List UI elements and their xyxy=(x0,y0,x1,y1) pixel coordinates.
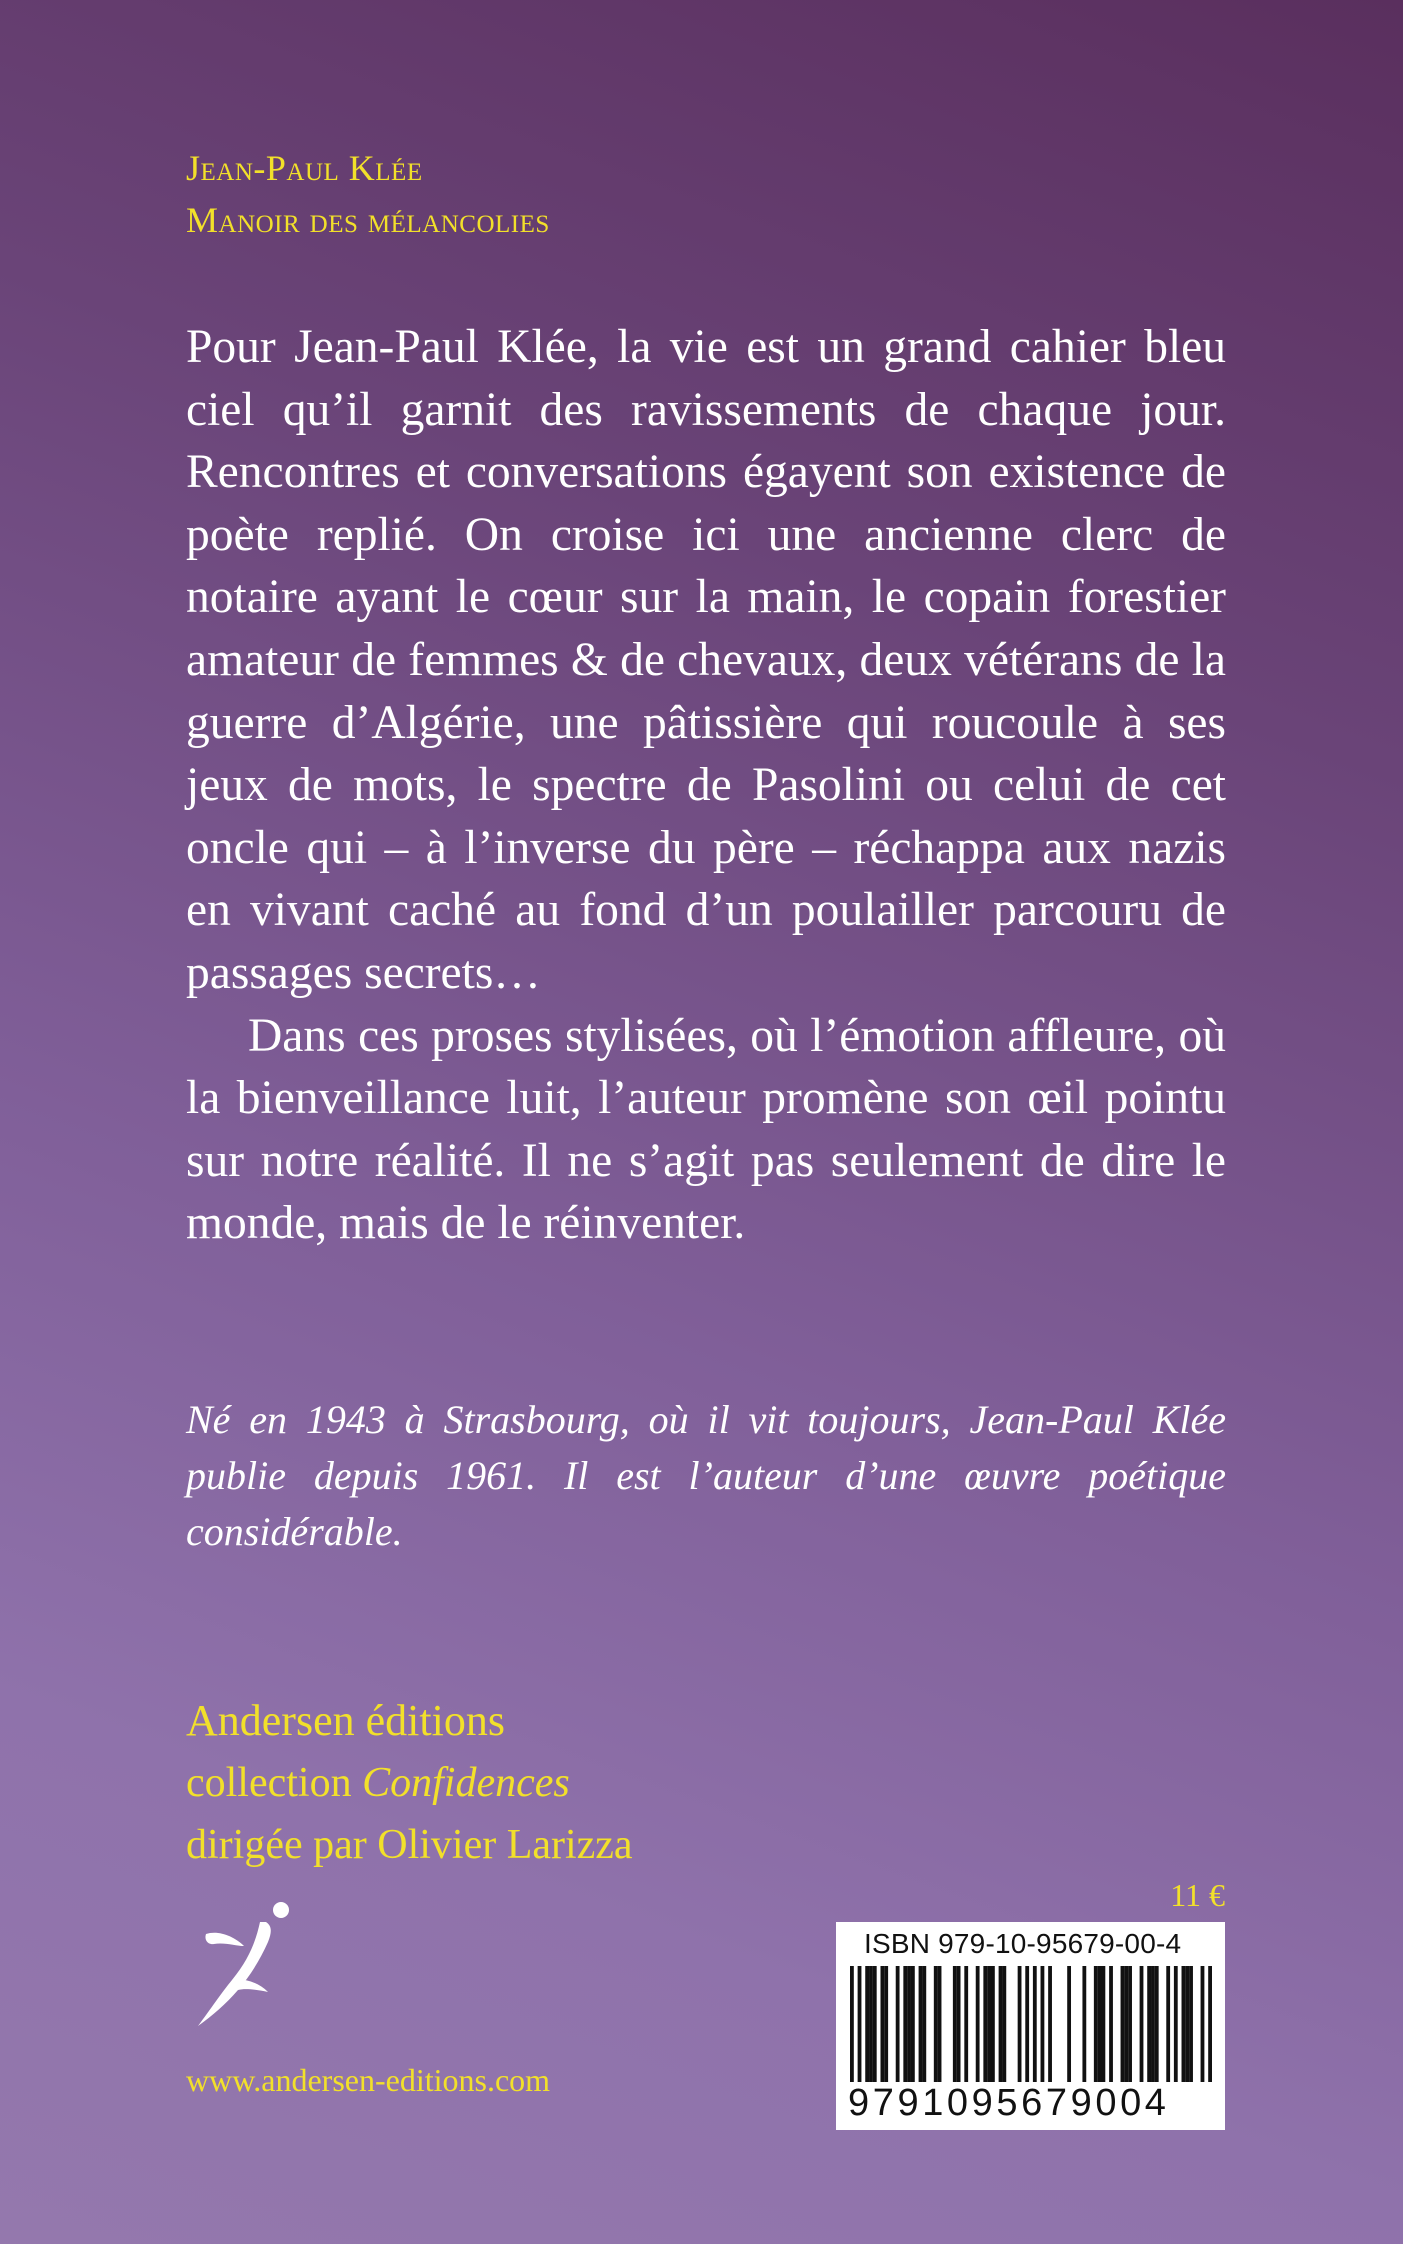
book-header xyxy=(186,142,550,246)
barcode-bar xyxy=(1002,1966,1006,2082)
barcode-bar xyxy=(1098,1966,1102,2082)
barcode-bar xyxy=(1041,1966,1045,2082)
barcode-bar xyxy=(1094,1966,1098,2082)
barcode-bar xyxy=(983,1966,987,2082)
barcode-bar xyxy=(1201,1966,1205,2082)
book-blurb xyxy=(186,316,1226,1255)
barcode-bar xyxy=(964,1966,968,2082)
blurb-paragraph-1: Pour Jean-Paul Klée, la vie est un grand cahier bleu ciel qu’il garnit des ravissements de chaque jour. Rencontres et conversations égayent son existence de poète replié. On croise ici une ancienne clerc de notaire ayant le cœur sur la main, le copain forestier amateur de femmes & de chevaux, deux vétérans de la guerre d’Algérie, une pâtissière qui roucoule à ses jeux de mots, le spectre de Pasolini ou celui de cet oncle qui – à l’inverse du père – réchappa aux nazis en vivant caché au fond d’un poulailler parcouru de passages secrets… xyxy=(186,321,1226,999)
barcode-bar xyxy=(911,1966,915,2082)
isbn-label: ISBN 979-10-95679-00-4 xyxy=(864,1928,1182,1959)
barcode-bar xyxy=(991,1966,995,2082)
barcode-bar xyxy=(1185,1966,1189,2082)
barcode-bar xyxy=(1140,1966,1144,2082)
barcode-bar xyxy=(1166,1966,1170,2082)
andersen-dancer-logo-icon xyxy=(188,1900,298,2030)
barcode-bar xyxy=(976,1966,980,2082)
barcode-bar xyxy=(1128,1966,1132,2082)
barcode-bar xyxy=(957,1966,961,2082)
barcode-bar xyxy=(1067,1966,1071,2082)
barcode-bars xyxy=(850,1966,1212,2082)
barcode-bar xyxy=(873,1966,877,2082)
publisher-block xyxy=(186,1690,633,1876)
barcode-bar xyxy=(1025,1966,1029,2082)
collection-director: dirigée par Olivier Larizza xyxy=(186,1822,633,1868)
book-title: Manoir des mélancolies xyxy=(186,200,550,240)
barcode-bar xyxy=(865,1966,869,2082)
barcode-bar xyxy=(919,1966,923,2082)
barcode-bar xyxy=(880,1966,884,2082)
barcode-bar xyxy=(1151,1966,1155,2082)
barcode-bar xyxy=(934,1966,938,2082)
barcode-bar xyxy=(869,1966,873,2082)
price-label: 11 € xyxy=(1170,1877,1225,1913)
isbn-barcode xyxy=(836,1922,1225,2130)
author-name: Jean-Paul Klée xyxy=(186,148,423,188)
collection-prefix: collection xyxy=(186,1760,352,1806)
barcode-bar xyxy=(1109,1966,1113,2082)
barcode-bar xyxy=(903,1966,907,2082)
barcode-bar xyxy=(1101,1966,1105,2082)
barcode-bar xyxy=(858,1966,862,2082)
barcode-bar xyxy=(907,1966,911,2082)
barcode-bar xyxy=(1182,1966,1186,2082)
barcode-bar xyxy=(850,1966,854,2082)
barcode-bar xyxy=(922,1966,926,2082)
barcode-bar xyxy=(1033,1966,1037,2082)
barcode-bar xyxy=(953,1966,957,2082)
barcode-bar xyxy=(1189,1966,1193,2082)
publisher-name: Andersen éditions xyxy=(186,1696,505,1745)
blurb-paragraph-2: Dans ces proses stylisées, où l’émotion affleure, où la bienveillance luit, l’auteur promène son œil pointu sur notre réalité. Il ne s’agit pas seulement de dire le monde, mais de le réinventer. xyxy=(186,1009,1226,1250)
barcode-bar xyxy=(1174,1966,1178,2082)
barcode-bar xyxy=(1018,1966,1022,2082)
barcode-bar xyxy=(1147,1966,1151,2082)
barcode-bar xyxy=(938,1966,942,2082)
collection-name: Confidences xyxy=(362,1760,570,1806)
barcode-bar xyxy=(1155,1966,1159,2082)
barcode-bar xyxy=(884,1966,888,2082)
barcode-bar xyxy=(1208,1966,1212,2082)
barcode-bar xyxy=(1124,1966,1128,2082)
barcode-bar xyxy=(987,1966,991,2082)
author-bio: Né en 1943 à Strasbourg, où il vit toujours, Jean-Paul Klée publie depuis 1961. Il est l’auteur d’une œuvre poétique considérable. xyxy=(186,1397,1226,1554)
barcode-bar xyxy=(1121,1966,1125,2082)
collection-line xyxy=(186,1752,633,1814)
barcode-bar xyxy=(896,1966,900,2082)
barcode-bar xyxy=(999,1966,1003,2082)
barcode-bar xyxy=(1048,1966,1052,2082)
barcode-bar xyxy=(1082,1966,1086,2082)
publisher-website: www.andersen-editions.com xyxy=(186,2062,551,2098)
ean-digits: 9791095679004 xyxy=(848,2082,1170,2124)
